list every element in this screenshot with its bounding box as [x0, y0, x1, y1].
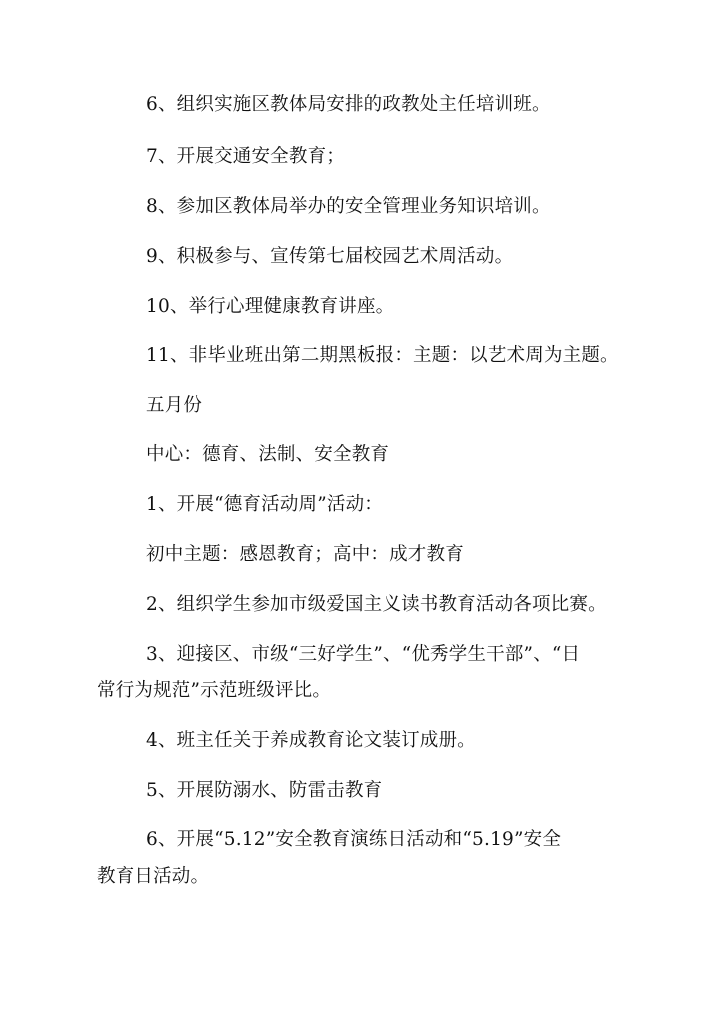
line-item-6-drill-day: 6、开展“5.12”安全教育演练日活动和“5.19”安全: [146, 829, 562, 850]
line-item-11-blackboard: 11、非毕业班出第二期黑板报：主题：以艺术周为主题。: [146, 345, 619, 366]
section-heading-may: 五月份: [146, 395, 203, 416]
line-item-6-training: 6、组织实施区教体局安排的政教处主任培训班。: [146, 94, 551, 115]
line-item-6-continuation: 教育日活动。: [97, 866, 210, 887]
themes-line: 初中主题：感恩教育；高中：成才教育: [146, 544, 464, 565]
line-item-7-traffic-safety: 7、开展交通安全教育；: [146, 146, 345, 167]
line-item-8-safety-training: 8、参加区教体局举办的安全管理业务知识培训。: [146, 196, 551, 217]
line-item-3-evaluation: 3、迎接区、市级“三好学生”、“优秀学生干部”、“日: [146, 644, 581, 665]
line-item-10-psych-lecture: 10、举行心理健康教育讲座。: [146, 296, 395, 317]
line-item-4-papers: 4、班主任关于养成教育论文装订成册。: [146, 730, 476, 751]
line-item-9-art-week: 9、积极参与、宣传第七届校园艺术周活动。: [146, 246, 514, 267]
line-item-5-drowning-lightning: 5、开展防溺水、防雷击教育: [146, 780, 383, 801]
line-item-3-continuation: 常行为规范”示范班级评比。: [97, 680, 332, 701]
line-item-1-moral-week: 1、开展“德育活动周”活动：: [146, 494, 383, 515]
line-item-2-reading-contest: 2、组织学生参加市级爱国主义读书教育活动各项比赛。: [146, 594, 607, 615]
may-focus-line: 中心：德育、法制、安全教育: [146, 444, 390, 465]
